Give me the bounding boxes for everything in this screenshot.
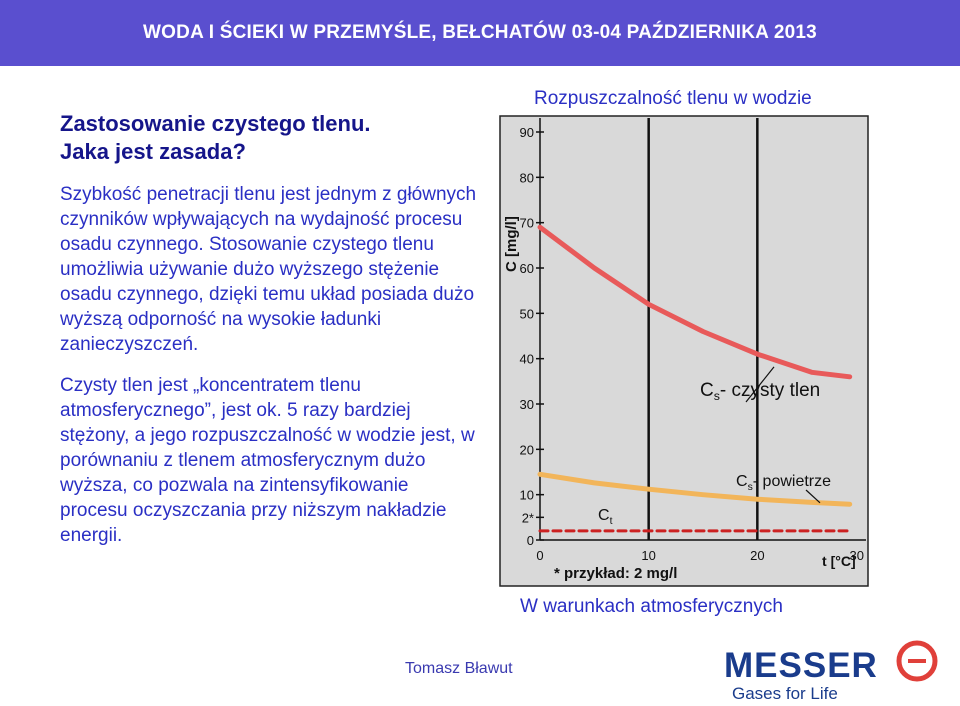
annotation-cs-air: $C_s-$ powietrze — [736, 473, 832, 493]
y-tick-label: 40 — [519, 351, 534, 367]
chart-title: Rozpuszczalność tlenu w wodzie — [534, 88, 812, 109]
x-tick-label: 20 — [750, 548, 765, 563]
x-axis-label: t [°C] — [822, 553, 856, 569]
logo-mark-icon — [894, 638, 940, 684]
y-tick-label: 30 — [519, 397, 534, 412]
heading-line-1: Zastosowanie czystego tlenu. — [60, 111, 371, 136]
annotation-ct: $C_t$ — [598, 507, 613, 527]
y-axis-label: C [mg/l] — [503, 216, 520, 272]
chart-background — [500, 116, 868, 586]
author-name: Tomasz Bławut — [405, 660, 513, 677]
example-note: * przykład: 2 mg/l — [554, 565, 678, 582]
x-tick-label: 0 — [536, 548, 544, 563]
paragraph-1: Szybkość penetracji tlenu jest jednym z głównych czynników wpływających na wydajność procesu osadu czynnego. Stosowanie czystego tlenu umożliwia używanie dużo wyższego stężenie osadu czynnego, dzięki temu układ posiada dużo wyższą odporność na wysokie ładunki zanieczyszczeń. — [60, 184, 477, 355]
y-tick-label: 0 — [526, 533, 534, 548]
y-tick-label: 2* — [521, 510, 534, 526]
chart-footer: W warunkach atmosferycznych — [520, 596, 783, 617]
heading-line-2: Jaka jest zasada? — [60, 139, 246, 164]
x-tick-label: 10 — [641, 548, 656, 563]
paragraph-2: Czysty tlen jest „koncentratem tlenu atmosferycznego”, jest ok. 5 razy bardziej stężony, a jego rozpuszczalność w wodzie jest, w porównaniu z tlenem atmosferycznym dużo wyższa, co pozwala na zintensyfikowanie procesu oczyszczania przy niższym nakładzie energii. — [60, 375, 475, 546]
y-tick-label: 10 — [519, 487, 534, 503]
logo-name: MESSER — [724, 646, 878, 685]
x-tick-label: 30 — [849, 548, 864, 563]
y-tick-label: 70 — [519, 215, 534, 231]
y-tick-label: 80 — [519, 170, 534, 186]
solubility-chart — [496, 112, 876, 590]
y-tick-label: 50 — [519, 306, 534, 322]
text-column — [60, 110, 480, 548]
messer-logo — [724, 640, 944, 706]
logo-tagline: Gases for Life — [732, 684, 838, 703]
header-bar — [0, 0, 960, 66]
header-title: WODA I ŚCIEKI W PRZEMYŚLE, BEŁCHATÓW 03-04 PAŹDZIERNIKA 2013 — [143, 22, 817, 43]
y-tick-label: 60 — [519, 261, 534, 276]
y-tick-label: 90 — [519, 125, 534, 140]
annotation-cs-pure-oxygen: $C_s-$ czysty tlen — [700, 380, 821, 403]
y-tick-label: 20 — [519, 442, 534, 458]
